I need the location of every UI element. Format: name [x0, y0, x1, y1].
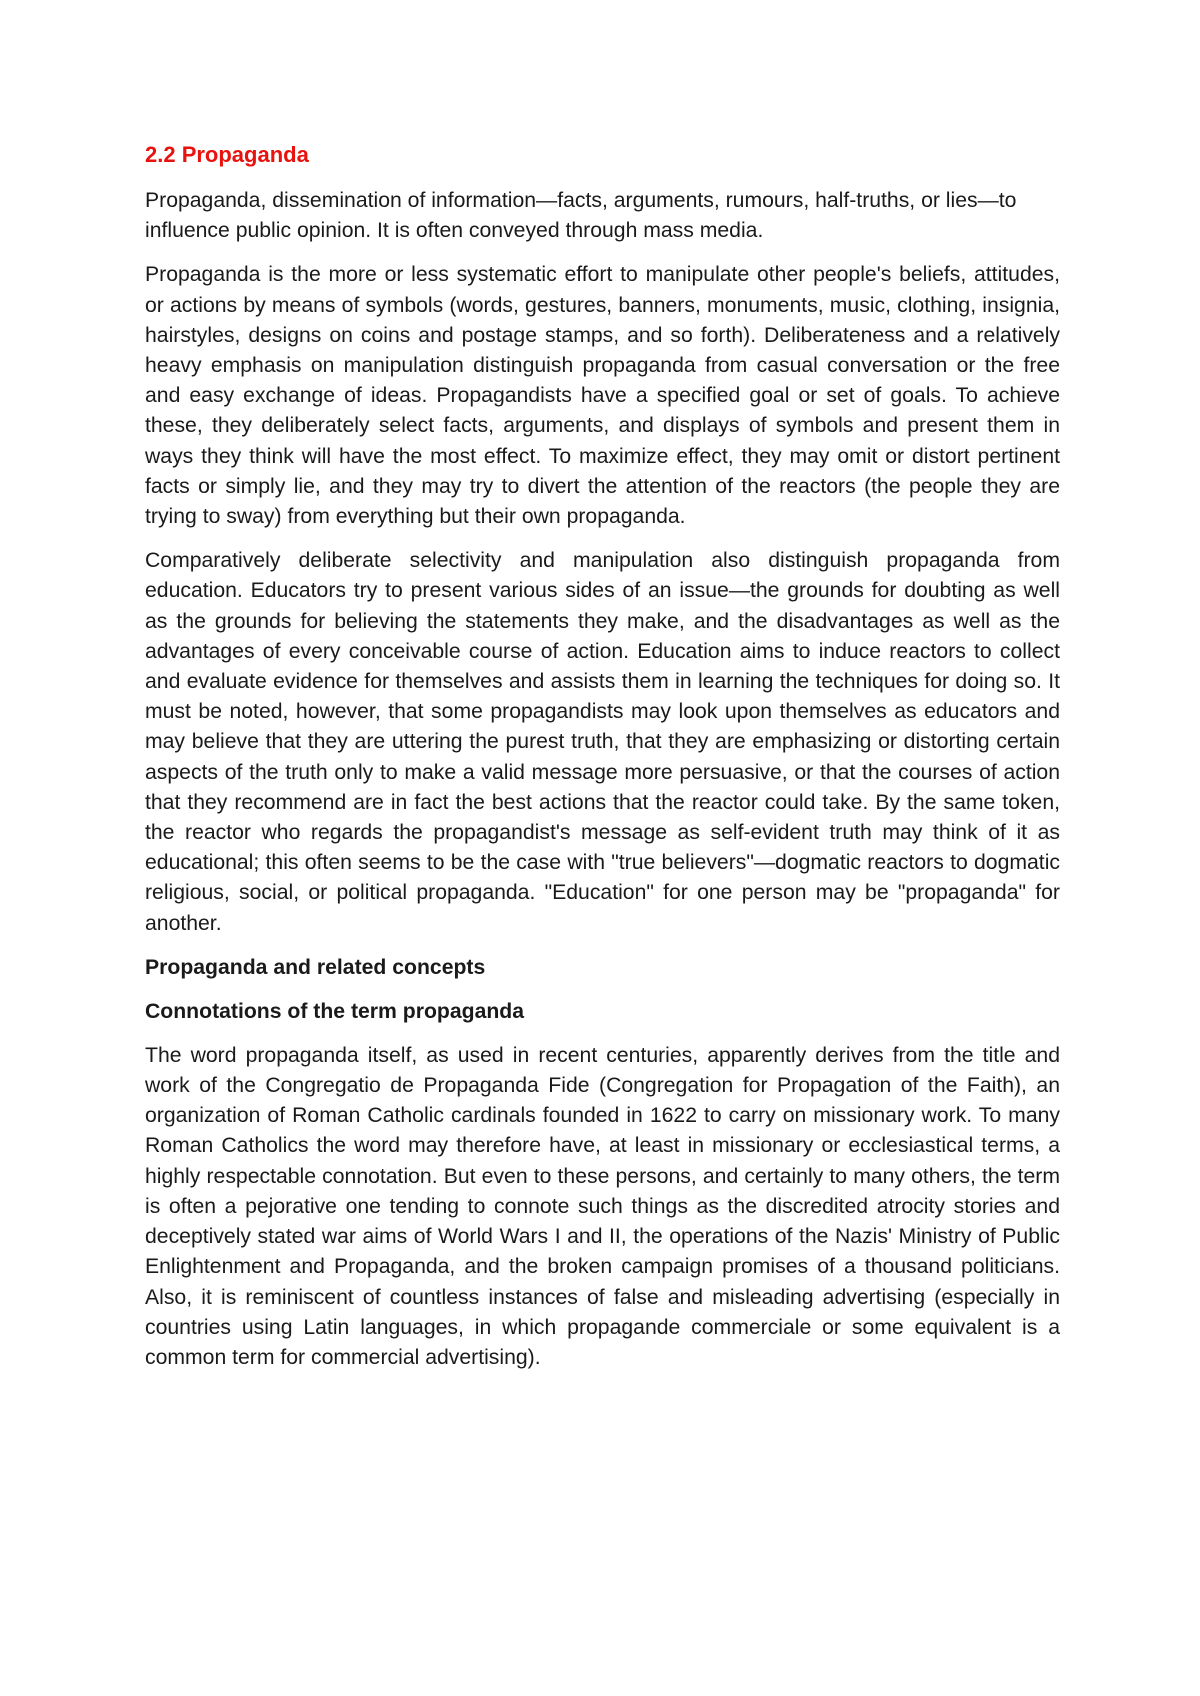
connotations-paragraph: The word propaganda itself, as used in recent centuries, apparently derives from the title and work of the Congregatio de Propaganda Fide (Congregation for Propagation of the Faith), an organization of Roman Catholic cardinals founded in 1622 to carry on missionary work. To many Roman Catholics the word may therefore have, at least in missionary or ecclesiastical terms, a highly respectable connotation. But even to these persons, and certainly to many others, the term is often a pejorative one tending to connote such things as the discredited atrocity stories and deceptively stated war aims of World Wars I and II, the operations of the Nazis' Ministry of Public Enlightenment and Propaganda, and the broken campaign promises of a thousand politicians. Also, it is reminiscent of countless instances of false and misleading advertising (especially in countries using Latin languages, in which propagande commerciale or some equivalent is a common term for commercial advertising).	[145, 1043, 1060, 1369]
definition-paragraph: Propaganda is the more or less systematic effort to manipulate other people's beliefs, attitudes, or actions by means of symbols (words, gestures, banners, monuments, music, clothing, insignia, hairstyles, designs on coins and postage stamps, and so forth). Deliberateness and a relatively heavy emphasis on manipulation distinguish propaganda from casual conversation or the free and easy exchange of ideas. Propagandists have a specified goal or set of goals. To achieve these, they deliberately select facts, arguments, and displays of symbols and present them in ways they think will have the most effect. To maximize effect, they may omit or distort pertinent facts or simply lie, and they may try to divert the attention of the reactors (the people they are trying to sway) from everything but their own propaganda.	[145, 263, 1060, 529]
related-concepts-heading: Propaganda and related concepts	[145, 955, 486, 979]
section-title: 2.2 Propaganda	[145, 142, 309, 167]
education-paragraph: Comparatively deliberate selectivity and manipulation also distinguish propaganda from education. Educators try to present various sides of an issue—the grounds for doubting as well as the grounds for believing the statements they make, and the disadvantages as well as the advantages of every conceivable course of action. Education aims to induce reactors to collect and evaluate evidence for themselves and assists them in learning the techniques for doing so. It must be noted, however, that some propagandists may look upon themselves as educators and may believe that they are uttering the purest truth, that they are emphasizing or distorting certain aspects of the truth only to make a valid message more persuasive, or that the courses of action that they recommend are in fact the best actions that the reactor could take. By the same token, the reactor who regards the propagandist's message as self-evident truth may think of it as educational; this often seems to be the case with "true believers"—dogmatic reactors to dogmatic religious, social, or political propaganda. "Education" for one person may be "propaganda" for another.	[145, 549, 1060, 935]
document-page	[145, 140, 1060, 1387]
intro-paragraph: Propaganda, dissemination of information—facts, arguments, rumours, half-truths, or lies—to influence public opinion. It is often conveyed through mass media.	[145, 189, 1017, 243]
connotations-heading: Connotations of the term propaganda	[145, 999, 525, 1023]
